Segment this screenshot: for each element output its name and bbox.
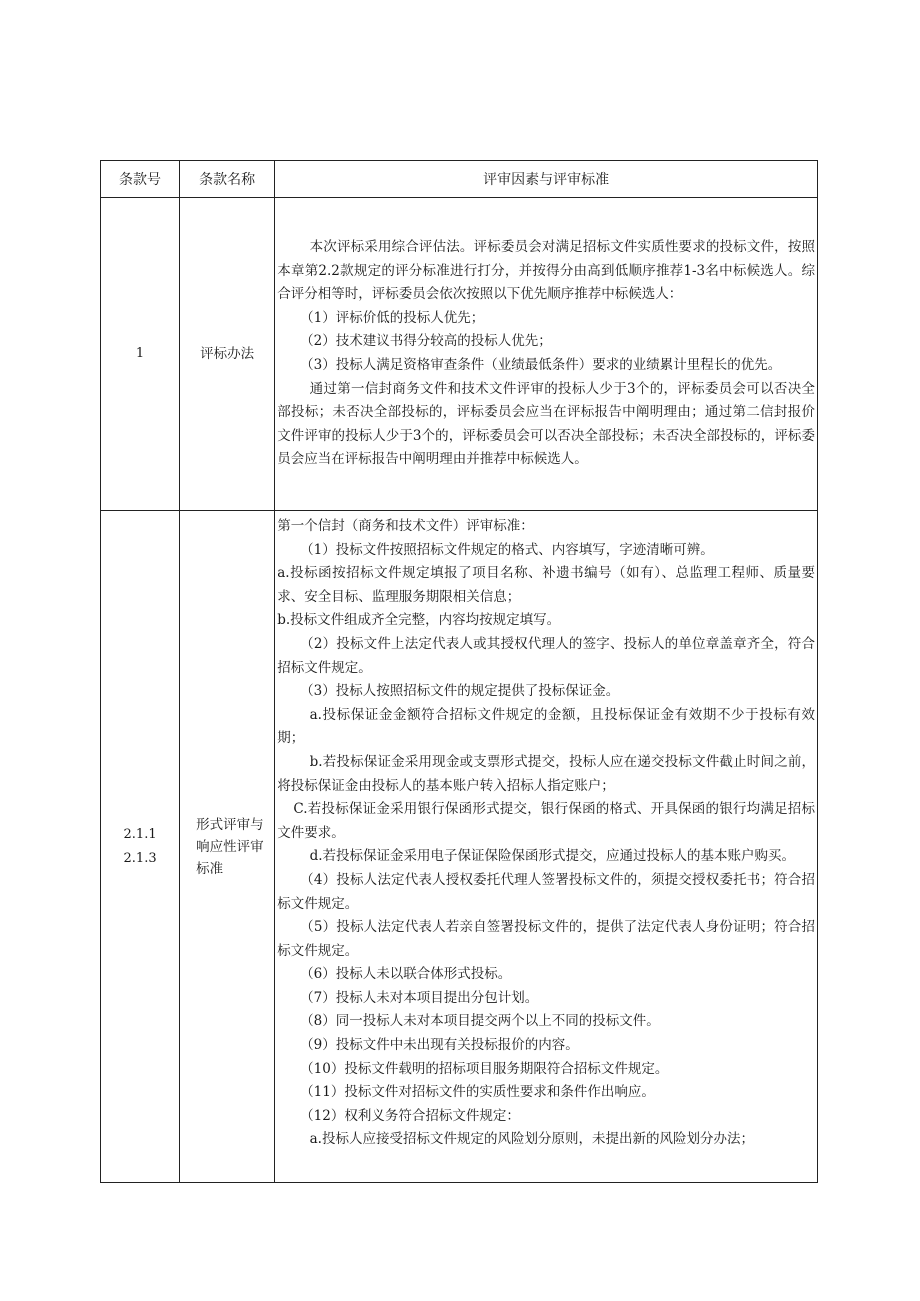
clause-no-start: 2.1.1	[123, 826, 157, 842]
criteria-paragraph: （2）技术建议书得分较高的投标人优先；	[300, 333, 552, 350]
criteria-paragraph: 本次评标采用综合评估法。评标委员会对满足招标文件实质性要求的投标文件，按照本章第2.2款规定的评分标准进行打分，并按得分由高到低顺序推荐1-3名中标候选人。综合评分相等时，评标委员会依次按照以下优先顺序推荐中标候选人：	[277, 239, 815, 303]
table-row	[101, 198, 818, 511]
clause-no-end: 2.1.3	[123, 850, 157, 866]
criteria-paragraph: b.投标文件组成齐全完整，内容均按规定填写。	[277, 612, 561, 629]
criteria-paragraph: b.若投标保证金采用现金或支票形式提交，投标人应在递交投标文件截止时间之前，将投标保证金由投标人的基本账户转入招标人指定账户；	[277, 753, 815, 794]
criteria-paragraph: a.投标函按招标文件规定填报了项目名称、补遗书编号（如有）、总监理工程师、质量要求、安全目标、监理服务期限相关信息；	[277, 565, 815, 605]
clause-name-cell	[180, 198, 275, 511]
criteria-paragraph: （3）投标人按照招标文件的规定提供了投标保证金。	[300, 683, 620, 700]
criteria-paragraph: 通过第一信封商务文件和技术文件评审的投标人少于3个的，评标委员会可以否决全部投标；未否决全部投标的，评标委员会应当在评标报告中阐明理由；通过第二信封报价文件评审的投标人少于3个的，评标委员会可以否决全部投标；未否决全部投标的，评标委员会应当在评标报告中阐明理由并推荐中标候选人。	[277, 380, 815, 468]
header-clause-name: 条款名称	[180, 161, 275, 198]
table-header-row	[101, 161, 818, 198]
criteria-paragraph: （10）投标文件载明的招标项目服务期限符合招标文件规定。	[300, 1060, 669, 1077]
header-criteria: 评审因素与评审标准	[275, 161, 818, 198]
criteria-paragraph: a.投标保证金金额符合招标文件规定的金额，且投标保证金有效期不少于投标有效期；	[277, 706, 815, 747]
criteria-paragraph: （11）投标文件对招标文件的实质性要求和条件作出响应。	[300, 1084, 655, 1101]
criteria-paragraph: （3）投标人满足资格审查条件（业绩最低条件）要求的业绩累计里程长的优先。	[300, 357, 782, 373]
criteria-paragraph: d.若投标保证金采用电子保证保险保函形式提交，应通过投标人的基本账户购买。	[309, 848, 796, 865]
clause-name: 形式评审与响应性评审标准	[196, 816, 264, 877]
criteria-paragraph: （5）投标人法定代表人若亲自签署投标文件的，提供了法定代表人身份证明；符合招标文件规定。	[277, 919, 815, 959]
clause-no-cell	[101, 198, 180, 511]
evaluation-criteria-table	[100, 160, 818, 1183]
header-clause-no: 条款号	[101, 161, 180, 198]
clause-no-cell	[101, 511, 180, 1183]
table-row	[101, 511, 818, 1183]
criteria-paragraph: （12）权利义务符合招标文件规定：	[300, 1107, 520, 1124]
criteria-paragraph: （7）投标人未对本项目提出分包计划。	[300, 989, 539, 1006]
clause-name: 评标办法	[200, 346, 255, 362]
criteria-paragraph: （2）投标文件上法定代表人或其授权代理人的签字、投标人的单位章盖章齐全，符合招标文件规定。	[277, 635, 815, 676]
clause-name-cell	[180, 511, 275, 1183]
criteria-paragraph: （6）投标人未以联合体形式投标。	[300, 966, 512, 983]
criteria-paragraph: a.投标人应接受招标文件规定的风险划分原则，未提出新的风险划分办法；	[309, 1131, 754, 1148]
criteria-paragraph: （1）投标文件按照招标文件规定的格式、内容填写，字迹清晰可辨。	[300, 541, 714, 558]
criteria-paragraph: 第一个信封（商务和技术文件）评审标准：	[277, 518, 534, 534]
criteria-paragraph: C.若投标保证金采用银行保函形式提交，银行保函的格式、开具保函的银行均满足招标文件要求。	[277, 801, 815, 841]
criteria-paragraph: （1）评标价低的投标人优先；	[300, 309, 485, 326]
criteria-paragraph: （4）投标人法定代表人授权委托代理人签署投标文件的，须提交授权委托书；符合招标文件规定。	[277, 871, 815, 912]
criteria-paragraph: （9）投标文件中未出现有关投标报价的内容。	[300, 1037, 579, 1054]
criteria-cell	[275, 198, 818, 511]
criteria-paragraph: （8）同一投标人未对本项目提交两个以上不同的投标文件。	[300, 1013, 660, 1030]
clause-no: 1	[135, 346, 145, 361]
criteria-cell	[275, 511, 818, 1183]
